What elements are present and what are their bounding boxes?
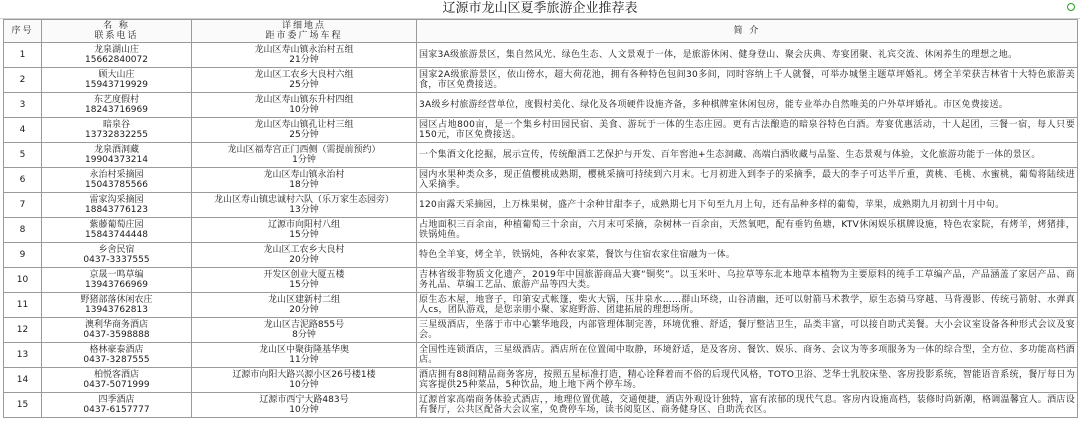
company-cell xyxy=(42,93,192,118)
header-name xyxy=(42,20,192,43)
company-distance: 25分钟 xyxy=(289,130,319,140)
header-intro: 简 介 xyxy=(417,20,1078,43)
address-cell xyxy=(192,168,417,193)
company-phone: 18843776123 xyxy=(85,205,148,215)
row-number: 4 xyxy=(4,118,42,143)
company-name: 龙泉湖山庄 xyxy=(93,45,139,55)
address-cell xyxy=(192,93,417,118)
intro-cell: 三星级酒店，坐落于市中心繁华地段，内部管理体制完善，环境优雅、舒适，餐厅整洁卫生，品类丰富，可以接自助式美餐。大小会议室设备各种形式会议及宴会。 xyxy=(417,318,1078,343)
table-row xyxy=(4,118,1078,143)
table-row xyxy=(4,193,1078,218)
company-phone: 0437-3287555 xyxy=(83,355,150,365)
company-distance: 18分钟 xyxy=(289,180,319,190)
intro-cell: 辽源首家高端商务体验式酒店，，地理位置优越，交通便捷，酒店外观设计独特，富有浓郁的现代气息。客房内设施高档，装修时尚新潮，格调温馨宜人。酒店设有餐厅，公共区配备大会议室，免费停车场，读书阅览区、商务健身区、自助洗衣区。 xyxy=(417,393,1078,418)
address-cell xyxy=(192,343,417,368)
row-number: 3 xyxy=(4,93,42,118)
row-number: 12 xyxy=(4,318,42,343)
company-name: 澳利华商务酒店 xyxy=(84,320,148,330)
company-distance: 20分钟 xyxy=(289,305,319,315)
company-address: 龙山区工农乡大良村六组 xyxy=(254,70,354,80)
intro-cell: 特色全羊宴，烤全羊，铁锅炖，各种农家菜，餐饮与住宿农家住宿融为一体。 xyxy=(417,243,1078,268)
company-address: 辽源市西宁大路483号 xyxy=(259,395,349,405)
company-name: 顾大山庄 xyxy=(98,70,135,80)
company-name: 乡舍民宿 xyxy=(98,245,135,255)
header-distance-label: 距市委广场车程 xyxy=(265,31,343,41)
company-cell xyxy=(42,368,192,393)
header-name-label: 名 称 xyxy=(103,21,130,31)
company-name: 东艺度假村 xyxy=(93,95,139,105)
table-row xyxy=(4,168,1078,193)
row-number: 6 xyxy=(4,168,42,193)
row-number: 9 xyxy=(4,243,42,268)
company-cell xyxy=(42,293,192,318)
company-phone: 15843744448 xyxy=(85,230,148,240)
company-phone: 15662840072 xyxy=(85,55,148,65)
table-row xyxy=(4,368,1078,393)
company-phone: 13943762813 xyxy=(85,305,148,315)
table-row xyxy=(4,93,1078,118)
intro-cell: 一个集酒文化挖掘，展示宣传，传统酿酒工艺保护与开发、百年窖池+生态洞藏、高端白酒收藏与品鉴、生态景观与体验，文化旅游功能于一体的景区。 xyxy=(417,143,1078,168)
row-number: 10 xyxy=(4,268,42,293)
table-row xyxy=(4,268,1078,293)
row-number: 2 xyxy=(4,68,42,93)
company-name: 野猪部落休闲农庄 xyxy=(80,295,153,305)
company-distance: 10分钟 xyxy=(289,405,319,415)
table-row xyxy=(4,343,1078,368)
row-number: 8 xyxy=(4,218,42,243)
company-distance: 8分钟 xyxy=(292,330,316,340)
intro-cell: 占地面积三百余亩，种植葡萄三十余亩，六月末可采摘，杂树林一百余亩，天然氧吧，配有垂钓鱼塘，KTV休闲娱乐棋牌设施，特色农家院，有烤羊，烤猪排，铁锅炖鱼。 xyxy=(417,218,1078,243)
company-distance: 1分钟 xyxy=(292,155,316,165)
address-cell xyxy=(192,318,417,343)
company-name: 暗泉谷 xyxy=(102,120,130,130)
company-address: 开发区创业大厦五楼 xyxy=(263,270,345,280)
company-distance: 10分钟 xyxy=(289,105,319,115)
company-cell xyxy=(42,268,192,293)
address-cell xyxy=(192,143,417,168)
address-cell xyxy=(192,393,417,418)
header-phone-label: 联系电话 xyxy=(94,31,139,41)
company-distance: 15分钟 xyxy=(289,280,319,290)
company-phone: 18243716969 xyxy=(85,105,148,115)
address-cell xyxy=(192,293,417,318)
intro-cell: 120亩露天采摘园，上万株果树，盛产十余种甘甜李子，成熟期七月下旬至九月上旬，还有品种多样的葡萄，苹果，成熟期九月初到十月中旬。 xyxy=(417,193,1078,218)
company-distance: 15分钟 xyxy=(289,230,319,240)
company-distance: 10分钟 xyxy=(289,380,319,390)
company-address: 辽源市向阳村八组 xyxy=(267,220,340,230)
address-cell xyxy=(192,68,417,93)
table-row xyxy=(4,68,1078,93)
company-phone: 0437-3598888 xyxy=(83,330,150,340)
company-cell xyxy=(42,43,192,68)
company-name: 永治村采摘园 xyxy=(89,170,144,180)
company-address: 龙山区寿山镇忠诚村六队（乐万家生态园旁） xyxy=(213,195,394,205)
company-name: 柏悦客酒店 xyxy=(93,370,139,380)
company-address: 龙山区寿山镇孔让村三组 xyxy=(254,120,354,130)
intro-cell: 全国性连锁酒店，三星级酒店。酒店所在位置闹中取静，环境舒适，是及客房、餐饮、娱乐、商务、会议为等多项服务为一体的综合型，全方位、多功能高档酒店。 xyxy=(417,343,1078,368)
row-number: 7 xyxy=(4,193,42,218)
table-header-row xyxy=(4,20,1078,43)
row-number: 13 xyxy=(4,343,42,368)
company-phone: 15043785566 xyxy=(85,180,148,190)
table-row xyxy=(4,43,1078,68)
table-row xyxy=(4,393,1078,418)
intro-cell: 酒店拥有88间精品商务客房，按照五星标准打造，精心诠释着而不俗的后现代风格，TOTO卫浴、芝华士乳胶床垫、客房投影系统，智能语音系统，餐厅每日为宾客提供25种菜品，5种饮品，地上地下两个停车场。 xyxy=(417,368,1078,393)
company-name: 紫藤葡萄庄园 xyxy=(89,220,144,230)
company-name: 格林豪泰酒店 xyxy=(89,345,144,355)
table-row xyxy=(4,243,1078,268)
company-cell xyxy=(42,143,192,168)
address-cell xyxy=(192,243,417,268)
tourism-table xyxy=(3,19,1078,418)
address-cell xyxy=(192,118,417,143)
company-cell xyxy=(42,318,192,343)
intro-cell: 吉林省级非物质文化遗产，2019年中国旅游商品大赛“铜奖”。以玉米叶、乌拉草等东北本地草本植物为主要原料的纯手工草编产品，产品涵盖了家居产品、商务礼品、草编工艺品、旅游产品等四大类。 xyxy=(417,268,1078,293)
company-distance: 21分钟 xyxy=(289,55,319,65)
company-address: 龙山区寿山镇永治村五组 xyxy=(254,45,354,55)
company-address: 龙山区工农乡大良村 xyxy=(263,245,345,255)
company-phone: 0437-6157777 xyxy=(83,405,150,415)
company-cell xyxy=(42,193,192,218)
company-cell xyxy=(42,243,192,268)
intro-cell: 国家2A级旅游景区，依山傍水，超大荷花池，拥有各种特色包间30多间，同时容纳上千人就餐，可举办城堡主题草坪婚礼。烤全羊荣获吉林省十大特色旅游美食，市区免费接送。 xyxy=(417,68,1078,93)
company-cell xyxy=(42,393,192,418)
company-distance: 20分钟 xyxy=(289,255,319,265)
company-phone: 15943719929 xyxy=(85,80,148,90)
header-address xyxy=(192,20,417,43)
company-cell xyxy=(42,218,192,243)
company-address: 龙山区中聚街隆基华奥 xyxy=(258,345,349,355)
row-number: 5 xyxy=(4,143,42,168)
address-cell xyxy=(192,193,417,218)
intro-cell: 国家3A级旅游景区，集自然风光、绿色生态、人文景观于一体，是旅游休闲、健身登山、聚会庆典、寿宴团聚、礼宾交流、休闲养生的理想之地。 xyxy=(417,43,1078,68)
company-address: 龙山区建新村二组 xyxy=(267,295,340,305)
company-address: 辽源市向阳大路兴源小区26号楼1楼 xyxy=(232,370,376,380)
company-distance: 11分钟 xyxy=(289,355,319,365)
address-cell xyxy=(192,43,417,68)
table-row xyxy=(4,318,1078,343)
company-name: 雷家沟采摘园 xyxy=(89,195,144,205)
company-cell xyxy=(42,118,192,143)
company-address: 龙山区寿山镇永治村 xyxy=(263,170,345,180)
table-row xyxy=(4,293,1078,318)
header-address-label: 详细地点 xyxy=(281,21,326,31)
circle-mark-icon xyxy=(1067,3,1075,11)
company-cell xyxy=(42,68,192,93)
company-address: 龙山区福寿宫正门西侧（需提前预约） xyxy=(227,145,381,155)
intro-cell: 原生态木屋，地窨子，印第安式帐篷，柴火大锅，压井泉水……群山环绕，山谷清幽，还可以射箭马术教学，原生态骑马穿越、马背漫影、传统弓箭射、水弹真人cs，团队游戏，是您亲朋小聚、家庭野游、团建拓展的理想场所。 xyxy=(417,293,1078,318)
company-name: 龙泉酒洞藏 xyxy=(93,145,139,155)
intro-cell: 园内水果种类众多，现正值樱桃成熟期，樱桃采摘可持续到六月末。七月初进入到李子的采摘季，最大的李子可达半斤重，黄桃、毛桃、水蜜桃，葡萄将陆续进入采摘季。 xyxy=(417,168,1078,193)
company-distance: 13分钟 xyxy=(289,205,319,215)
intro-cell: 园区占地800亩，是一个集乡村田园民宿、美食、游玩于一体的生态庄园。更有古法酿造的暗泉谷特色白酒。寿宴优惠活动，十人起团，三餐一宿，每人只要150元，市区免费接送。 xyxy=(417,118,1078,143)
address-cell xyxy=(192,218,417,243)
row-number: 11 xyxy=(4,293,42,318)
company-cell xyxy=(42,168,192,193)
address-cell xyxy=(192,268,417,293)
company-phone: 0437-5071999 xyxy=(83,380,150,390)
company-cell xyxy=(42,343,192,368)
row-number: 14 xyxy=(4,368,42,393)
company-phone: 0437-3337555 xyxy=(83,255,150,265)
company-address: 龙山区寿山镇东升村四组 xyxy=(254,95,354,105)
company-distance: 25分钟 xyxy=(289,80,319,90)
header-no: 序号 xyxy=(4,20,42,43)
intro-cell: 3A级乡村旅游经营单位，度假村美化、绿化及各项硬件设施齐备，多种棋牌室休闲包房，能专业举办自然唯美的户外草坪婚礼。市区免费接送。 xyxy=(417,93,1078,118)
address-cell xyxy=(192,368,417,393)
page-title: 辽源市龙山区夏季旅游企业推荐表 xyxy=(0,0,1080,19)
table-row xyxy=(4,218,1078,243)
company-address: 龙山区吉泥路855号 xyxy=(263,320,345,330)
row-number: 15 xyxy=(4,393,42,418)
company-phone: 13732832255 xyxy=(85,130,148,140)
row-number: 1 xyxy=(4,43,42,68)
company-phone: 19904373214 xyxy=(85,155,148,165)
table-row xyxy=(4,143,1078,168)
company-name: 京晟一鸣草编 xyxy=(89,270,144,280)
company-name: 四季酒店 xyxy=(98,395,135,405)
company-phone: 13943766969 xyxy=(85,280,148,290)
